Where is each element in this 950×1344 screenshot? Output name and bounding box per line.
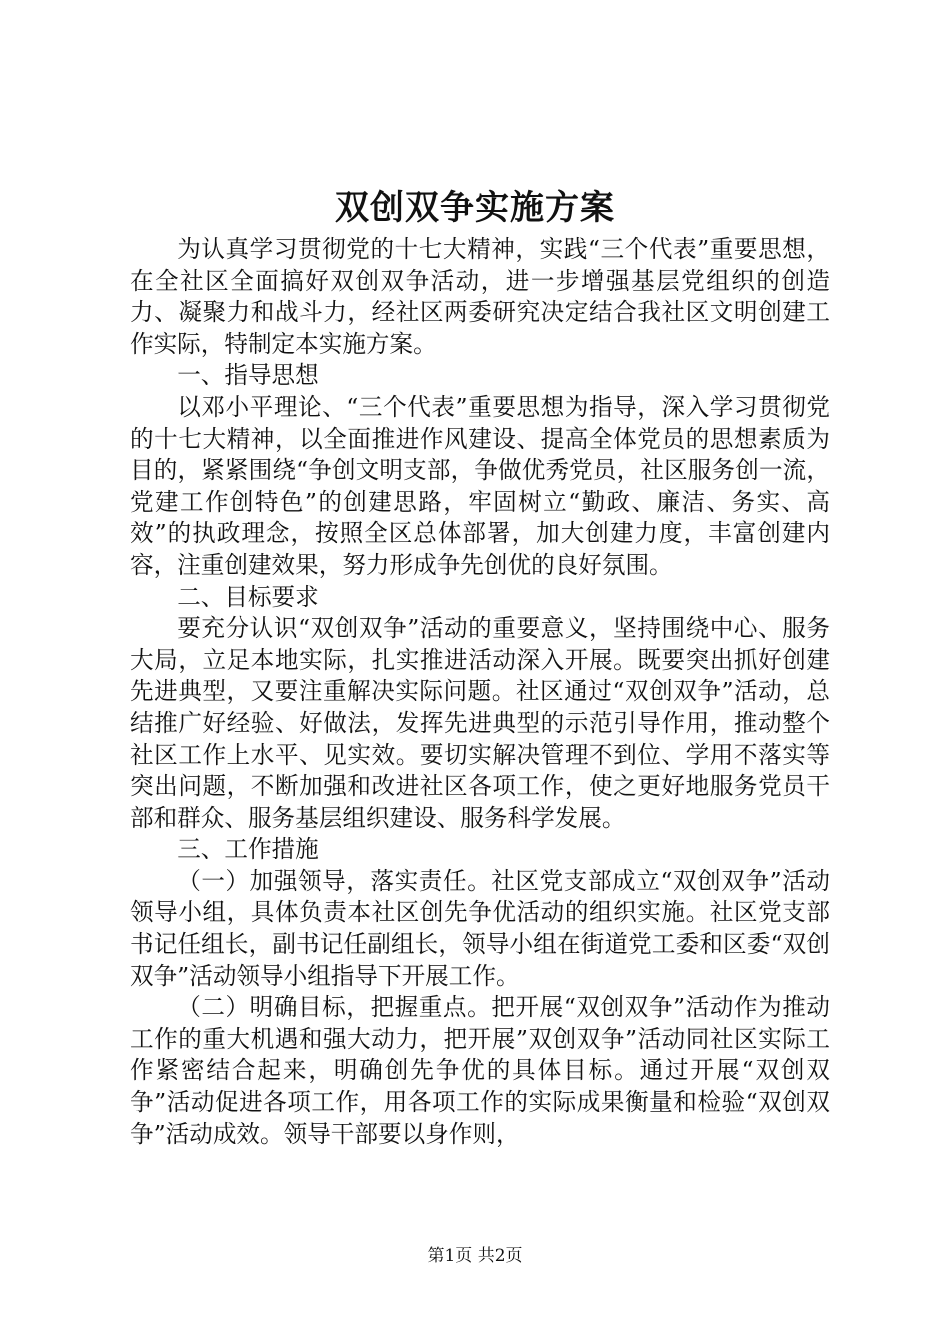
guiding-thought-paragraph: 以邓小平理论、“三个代表”重要思想为指导，深入学习贯彻党的十七大精神，以全面推进作风建设、提高全体党员的思想素质为目的，紧紧围绕“争创文明支部，争做优秀党员，社区服务创一流，党建工作创特色”的创建思路，牢固树立“勤政、廉洁、务实、高效”的执政理念，按照全区总体部署，加大创建力度，丰富创建内容，注重创建效果，努力形成争先创优的良好氛围。 <box>130 392 830 579</box>
goals-paragraph: 要充分认识“双创双争”活动的重要意义，坚持围绕中心、服务大局，立足本地实际，扎实推进活动深入开展。既要突出抓好创建先进典型，又要注重解决实际问题。社区通过“双创双争”活动，总结推广好经验、好做法，发挥先进典型的示范引导作用，推动整个社区工作上水平、见实效。要切实解决管理不到位、学用不落实等突出问题，不断加强和改进社区各项工作，使之更好地服务党员干部和群众、服务基层组织建设、服务科学发展。 <box>130 614 830 832</box>
document-body <box>130 234 830 1150</box>
document-title: 双创双争实施方案 <box>335 188 615 228</box>
page-footer: 第1页 共2页 <box>427 1246 523 1266</box>
section-heading-goals: 二、目标要求 <box>177 582 319 611</box>
section-heading-guiding-thought: 一、指导思想 <box>177 361 319 390</box>
measure-2-paragraph: （二）明确目标，把握重点。把开展“双创双争”活动作为推动工作的重大机遇和强大动力，把开展”双创双争”活动同社区实际工作紧密结合起来，明确创先争优的具体目标。通过开展“双创双争”活动促进各项工作，用各项工作的实际成果衡量和检验“双创双争”活动成效。领导干部要以身作则， <box>130 993 830 1148</box>
measure-1-paragraph: （一）加强领导，落实责任。社区党支部成立“双创双争”活动领导小组，具体负责本社区创先争优活动的组织实施。社区党支部书记任组长，副书记任副组长，领导小组在街道党工委和区委“双创双争”活动领导小组指导下开展工作。 <box>130 866 830 990</box>
intro-paragraph: 为认真学习贯彻党的十七大精神，实践“三个代表”重要思想，在全社区全面搞好双创双争活动，进一步增强基层党组织的创造力、凝聚力和战斗力，经社区两委研究决定结合我社区文明创建工作实际，特制定本实施方案。 <box>130 235 830 358</box>
section-heading-measures: 三、工作措施 <box>177 835 319 864</box>
